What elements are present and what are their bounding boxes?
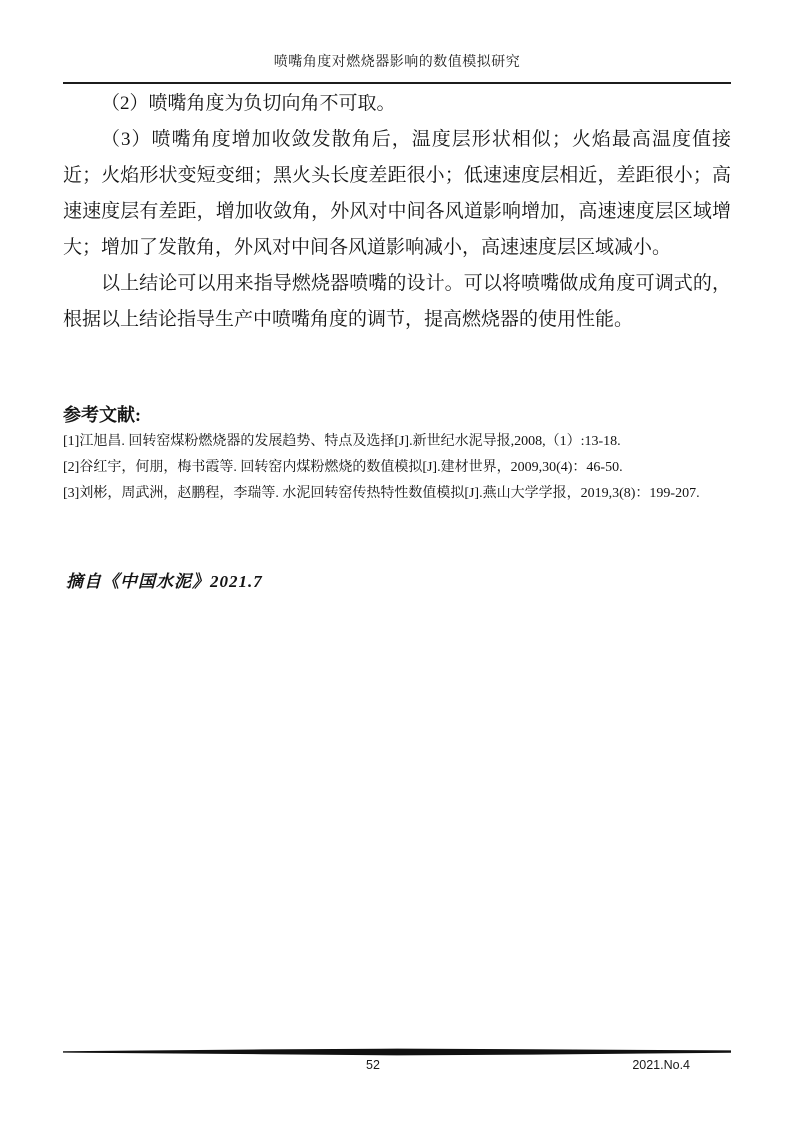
reference-item-3: [3]刘彬，周武洲，赵鹏程，李瑞等. 水泥回转窑传热特性数值模拟[J].燕山大学学报，2019,3(8)：199-207. — [63, 486, 700, 501]
reference-item-1: [1]江旭昌. 回转窑煤粉燃烧器的发展趋势、特点及选择[J].新世纪水泥导报,2008,（1）:13-18. — [63, 434, 621, 449]
body-text — [63, 86, 731, 338]
references-section — [63, 402, 753, 507]
running-header-title: 喷嘴角度对燃烧器影响的数值模拟研究 — [273, 55, 521, 70]
paragraph-conclusion-3: （3）喷嘴角度增加收敛发散角后，温度层形状相似；火焰最高温度值接近；火焰形状变短变细；黑火头长度差距很小；低速速度层相近，差距很小；高速速度层有差距，增加收敛角，外风对中间各风道影响增加，高速速度层区域增大；增加了发散角，外风对中间各风道影响减小，高速速度层区域减小。 — [63, 129, 731, 258]
footer-rule — [63, 1048, 731, 1056]
paragraph-conclusion-2: （2）喷嘴角度为负切向角不可取。 — [101, 93, 396, 114]
paragraph-summary: 以上结论可以用来指导燃烧器喷嘴的设计。可以将喷嘴做成角度可调式的，根据以上结论指导生产中喷嘴角度的调节，提高燃烧器的使用性能。 — [63, 273, 731, 330]
footer-page-number: 52 — [366, 1058, 380, 1072]
references-heading: 参考文献: — [63, 405, 141, 425]
reference-item-2: [2]谷红宇，何朋，梅书霞等. 回转窑内煤粉燃烧的数值模拟[J].建材世界，2009,30(4)：46-50. — [63, 460, 623, 475]
header-rule — [63, 82, 731, 84]
source-note: 摘自《中国水泥》2021.7 — [66, 572, 263, 591]
footer-issue-label: 2021.No.4 — [632, 1058, 690, 1072]
